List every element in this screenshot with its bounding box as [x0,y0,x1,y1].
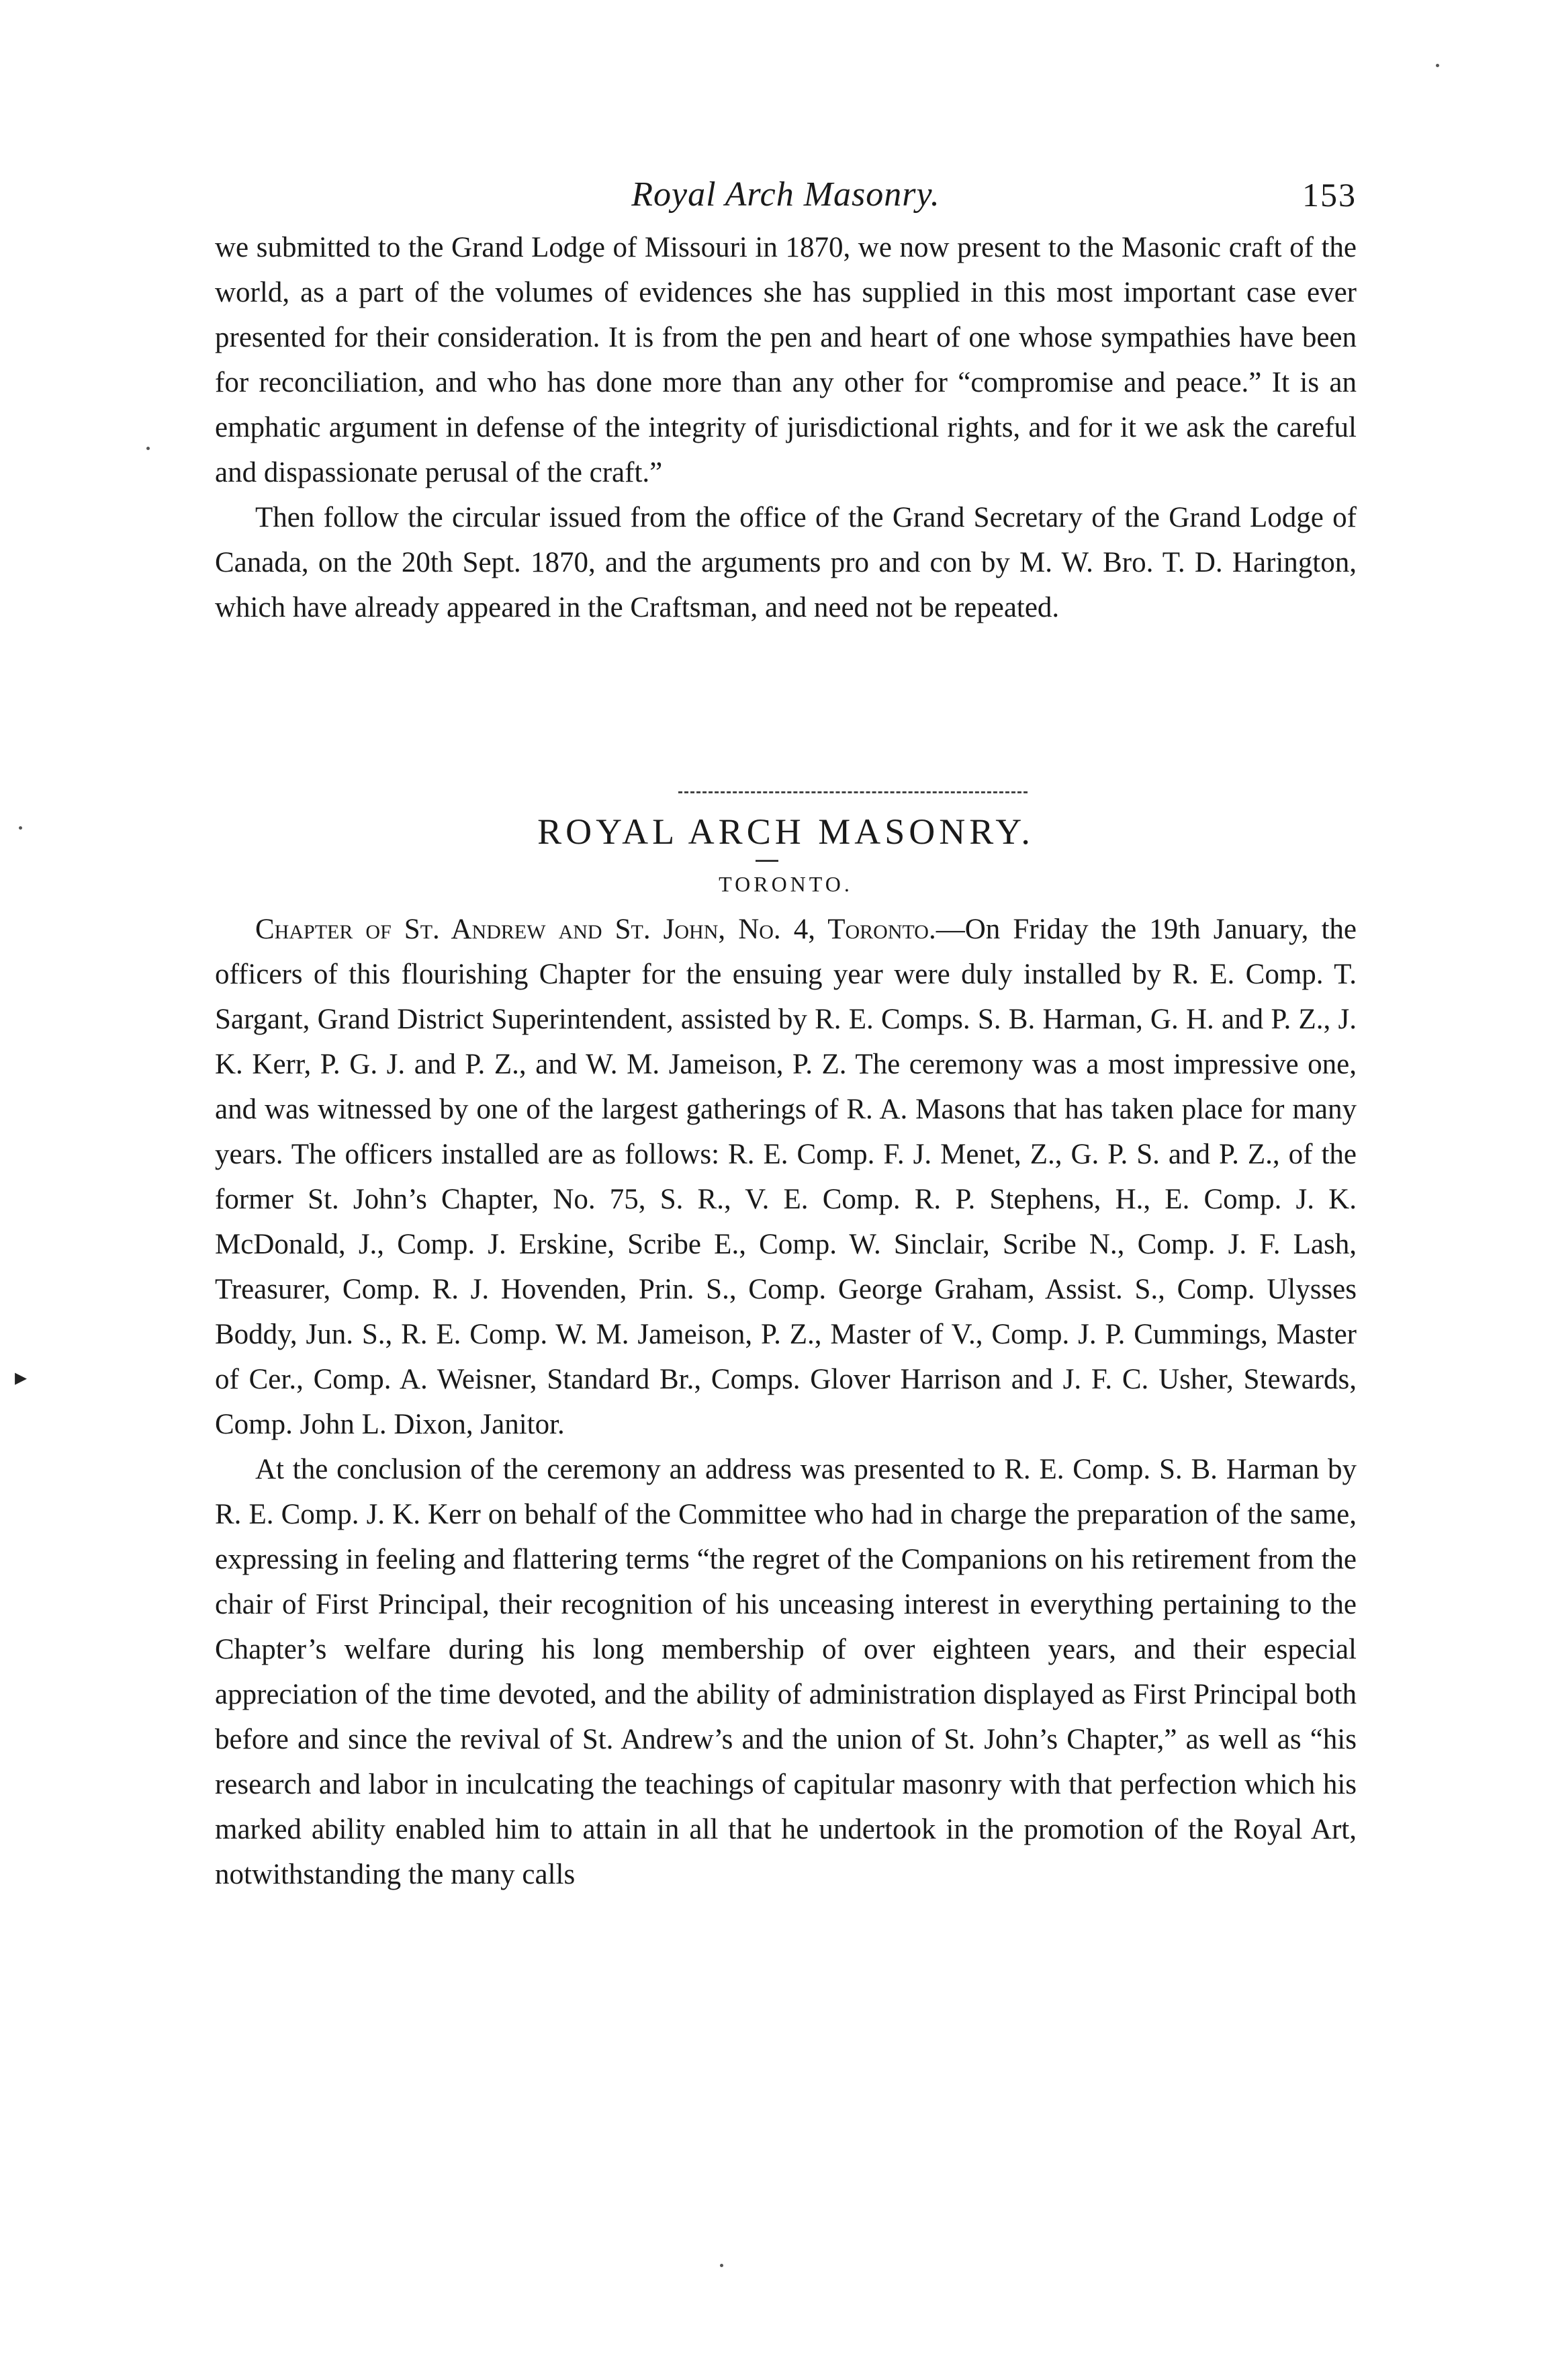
opening-text-block [215,225,1357,630]
section-subheading: TORONTO. [719,872,853,896]
chapter-lead-in: Chapter of St. Andrew and St. John, No. 4, Toronto. [255,914,936,945]
continued-paragraph: we submitted to the Grand Lodge of Missouri in 1870, we now present to the Masonic craft of the world, as a part of the volumes of evidences she has supplied in this most important case ever presented for their consideration. It is from the pen and heart of one whose sympathies have been for reconciliation, and who has done more than any other for “compromise and peace.” It is an emphatic argument in defense of the integrity of jurisdictional rights, and for it we ask the careful and dispassionate perusal of the craft.” [215,232,1357,488]
margin-speck [720,2264,723,2267]
margin-speck [146,447,150,450]
running-title: Royal Arch Masonry. [631,175,940,214]
margin-arrow-icon: ▸ [15,1364,28,1391]
running-head [215,171,1357,218]
margin-speck [1436,64,1439,67]
installation-paragraph [215,907,1357,1447]
address-paragraph: At the conclusion of the ceremony an address was presented to R. E. Comp. S. B. Harman by R. E. Comp. J. K. Kerr on behalf of the Committee who had in charge the preparation of the same, expressing in feeling and flattering terms “the regret of the Companions on his retirement from the chair of First Principal, their recognition of his unceasing interest in everything pertaining to the Chapter’s welfare during his long membership of over eighteen years, and their especial appreciation of the time devoted, and the ability of administration displayed as First Principal both before and since the revival of St. Andrew’s and the union of St. John’s Chapter,” as well as “his research and labor in inculcating the teachings of capitular masonry with that perfection which his marked ability enabled him to attain in all that he undertook in the promotion of the Royal Art, notwithstanding the many calls [215,1454,1357,1890]
section-divider-rule [678,791,1028,793]
page-number: 153 [1302,176,1357,214]
margin-speck [19,826,22,830]
section-heading: ROYAL ARCH MASONRY. [537,811,1034,852]
chapter-report-block [215,907,1357,1897]
installation-text: —On Friday the 19th January, the officers of this flourishing Chapter for the ensuing year were duly installed by R. E. Comp. T. Sargant, Grand District Superintendent, assisted by R. E. Comps. S. B. Harman, G. H. and P. Z., J. K. Kerr, P. G. J. and P. Z., and W. M. Jameison, P. Z. The ceremony was a most impressive one, and was witnessed by one of the largest gatherings of R. A. Masons that has taken place for many years. The officers installed are as follows: R. E. Comp. F. J. Menet, Z., G. P. S. and P. Z., of the former St. John’s Chapter, No. 75, S. R., V. E. Comp. R. P. Stephens, H., E. Comp. J. K. McDonald, J., Comp. J. Erskine, Scribe E., Comp. W. Sinclair, Scribe N., Comp. J. F. Lash, Treasurer, Comp. R. J. Hovenden, Prin. S., Comp. George Graham, Assist. S., Comp. Ulysses Boddy, Jun. S., R. E. Comp. W. M. Jameison, P. Z., Master of V., Comp. J. P. Cummings, Master of Cer., Comp. A. Weisner, Standard Br., Comps. Glover Harrison and J. F. C. Usher, Stewards, Comp. John L. Dixon, Janitor. [215,914,1357,1440]
heading-dash [756,860,778,862]
circular-paragraph: Then follow the circular issued from the office of the Grand Secretary of the Grand Lodge of Canada, on the 20th Sept. 1870, and the arguments pro and con by M. W. Bro. T. D. Harington, which have already appeared in the Craftsman, and need not be repeated. [215,502,1357,623]
